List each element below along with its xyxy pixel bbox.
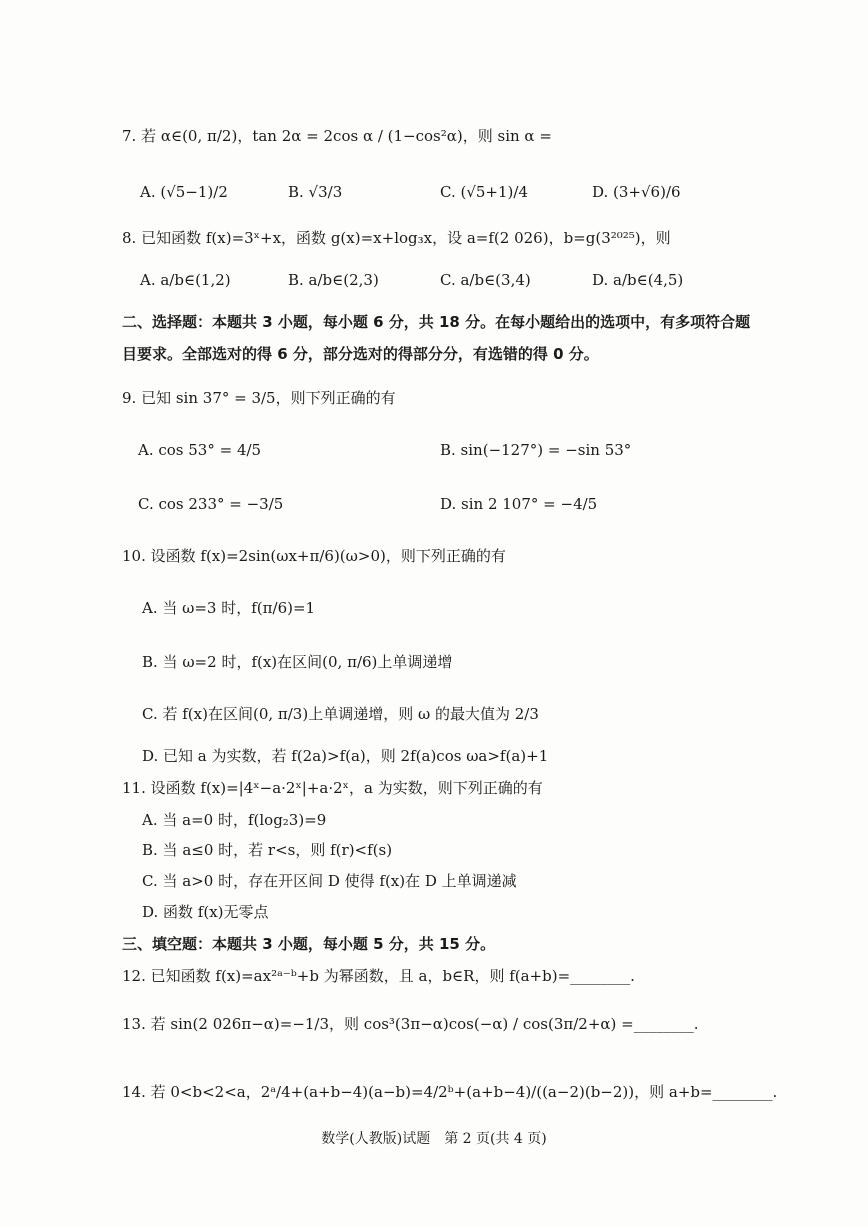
q11-stem: 11. 设函数 f(x)=|4ˣ−a·2ˣ|+a·2ˣ，a 为实数，则下列正确的有	[122, 779, 543, 797]
q8-option-c: C. a/b∈(3,4)	[440, 271, 531, 289]
q10-option-a: A. 当 ω=3 时，f(π/6)=1	[142, 599, 316, 617]
q9-option-c: C. cos 233° = −3/5	[138, 495, 284, 513]
page-footer: 数学(人教版)试题 第 2 页(共 4 页)	[321, 1131, 547, 1147]
q7-option-a: A. (√5−1)/2	[140, 183, 228, 201]
q7-option-b: B. √3/3	[288, 183, 343, 201]
q7-option-d: D. (3+√6)/6	[592, 183, 681, 201]
q12-stem: 12. 已知函数 f(x)=ax²ᵃ⁻ᵇ+b 为幂函数，且 a，b∈R，则 f(a+b)=________.	[122, 967, 635, 985]
q11-option-b: B. 当 a≤0 时，若 r<s，则 f(r)<f(s)	[142, 841, 393, 859]
q9-option-a: A. cos 53° = 4/5	[138, 441, 262, 459]
section2-heading-line1: 二、选择题：本题共 3 小题，每小题 6 分，共 18 分。在每小题给出的选项中，有多项符合题	[122, 313, 751, 331]
q8-option-b: B. a/b∈(2,3)	[288, 271, 379, 289]
q11-option-a: A. 当 a=0 时，f(log₂3)=9	[142, 811, 327, 829]
q9-stem: 9. 已知 sin 37° = 3/5，则下列正确的有	[122, 389, 396, 407]
section3-heading: 三、填空题：本题共 3 小题，每小题 5 分，共 15 分。	[122, 935, 496, 953]
q10-option-c: C. 若 f(x)在区间(0, π/3)上单调递增，则 ω 的最大值为 2/3	[142, 705, 539, 723]
q10-option-d: D. 已知 a 为实数，若 f(2a)>f(a)，则 2f(a)cos ωa>f(a)+1	[142, 747, 549, 765]
q9-option-d: D. sin 2 107° = −4/5	[440, 495, 598, 513]
section2-heading-line2: 目要求。全部选对的得 6 分，部分选对的得部分分，有选错的得 0 分。	[122, 345, 599, 363]
q8-stem: 8. 已知函数 f(x)=3ˣ+x，函数 g(x)=x+log₃x，设 a=f(2 026)，b=g(3²⁰²⁵)，则	[122, 229, 671, 247]
q8-option-a: A. a/b∈(1,2)	[140, 271, 231, 289]
q10-stem: 10. 设函数 f(x)=2sin(ωx+π/6)(ω>0)，则下列正确的有	[122, 547, 506, 565]
q11-option-c: C. 当 a>0 时，存在开区间 D 使得 f(x)在 D 上单调递减	[142, 872, 517, 890]
q8-option-d: D. a/b∈(4,5)	[592, 271, 684, 289]
q11-option-d: D. 函数 f(x)无零点	[142, 903, 269, 921]
q13-stem: 13. 若 sin(2 026π−α)=−1/3，则 cos³(3π−α)cos(−α) / cos(3π/2+α) =________.	[122, 1015, 699, 1033]
q7-stem: 7. 若 α∈(0, π/2)，tan 2α = 2cos α / (1−cos²α)，则 sin α =	[122, 127, 552, 145]
q14-stem: 14. 若 0<b<2<a，2ᵃ/4+(a+b−4)(a−b)=4/2ᵇ+(a+b−4)/((a−2)(b−2))，则 a+b=________.	[122, 1083, 778, 1101]
q7-option-c: C. (√5+1)/4	[440, 183, 528, 201]
q10-option-b: B. 当 ω=2 时，f(x)在区间(0, π/6)上单调递增	[142, 653, 453, 671]
q9-option-b: B. sin(−127°) = −sin 53°	[440, 441, 632, 459]
